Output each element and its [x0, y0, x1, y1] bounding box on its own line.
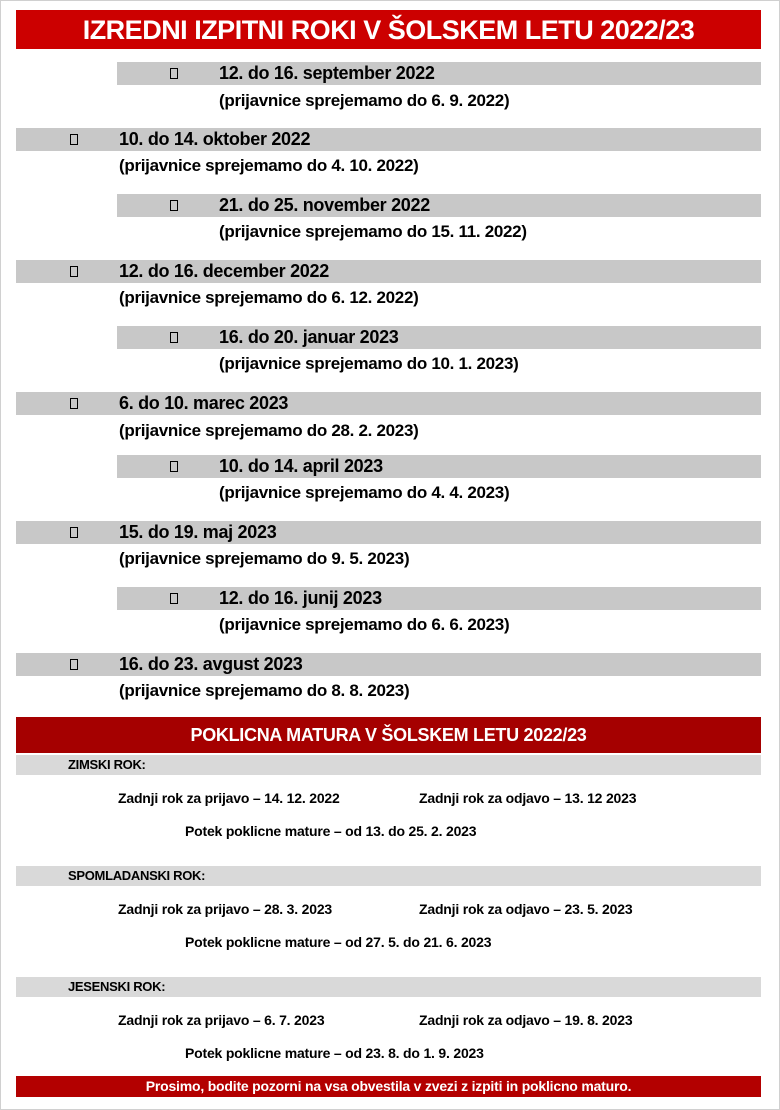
- matura-register-deadline: Zadnji rok za prijavo – 14. 12. 2022: [118, 790, 340, 806]
- exam-period-deadline: (prijavnice sprejemamo do 4. 10. 2022): [119, 156, 419, 175]
- exam-period-deadline: (prijavnice sprejemamo do 9. 5. 2023): [119, 549, 410, 568]
- checkbox-icon: [170, 461, 178, 472]
- footer-notice: Prosimo, bodite pozorni na vsa obvestila v zvezi z izpiti in poklicno maturo.: [16, 1076, 761, 1097]
- exam-period-dates: 21. do 25. november 2022: [219, 195, 430, 215]
- exam-period-row: [117, 326, 761, 349]
- exam-period-deadline: (prijavnice sprejemamo do 6. 12. 2022): [119, 288, 419, 307]
- matura-session-name: JESENSKI ROK:: [68, 979, 166, 994]
- exam-period-deadline: (prijavnice sprejemamo do 15. 11. 2022): [219, 222, 527, 241]
- matura-exam-period: Potek poklicne mature – od 27. 5. do 21. 6. 2023: [185, 934, 492, 950]
- checkbox-icon: [170, 332, 178, 343]
- exam-period-dates: 12. do 16. september 2022: [219, 63, 435, 83]
- page-title: IZREDNI IZPITNI ROKI V ŠOLSKEM LETU 2022/23: [16, 10, 761, 49]
- matura-register-deadline: Zadnji rok za prijavo – 6. 7. 2023: [118, 1012, 325, 1028]
- exam-period-dates: 12. do 16. december 2022: [119, 261, 329, 281]
- exam-period-deadline: (prijavnice sprejemamo do 6. 6. 2023): [219, 615, 510, 634]
- exam-period-dates: 6. do 10. marec 2023: [119, 393, 289, 413]
- checkbox-icon: [170, 68, 178, 79]
- exam-period-row: [117, 194, 761, 217]
- matura-exam-period: Potek poklicne mature – od 23. 8. do 1. 9. 2023: [185, 1045, 484, 1061]
- checkbox-icon: [70, 659, 78, 670]
- exam-period-deadline: (prijavnice sprejemamo do 4. 4. 2023): [219, 483, 510, 502]
- checkbox-icon: [70, 527, 78, 538]
- exam-period-dates: 16. do 20. januar 2023: [219, 327, 399, 347]
- exam-period-row: [117, 455, 761, 478]
- matura-withdraw-deadline: Zadnji rok za odjavo – 13. 12 2023: [419, 790, 637, 806]
- matura-exam-period: Potek poklicne mature – od 13. do 25. 2. 2023: [185, 823, 477, 839]
- exam-period-deadline: (prijavnice sprejemamo do 10. 1. 2023): [219, 354, 519, 373]
- checkbox-icon: [70, 134, 78, 145]
- exam-period-row: [117, 62, 761, 85]
- matura-session-name: ZIMSKI ROK:: [68, 757, 146, 772]
- matura-session-name: SPOMLADANSKI ROK:: [68, 868, 206, 883]
- matura-session-label: [16, 977, 761, 997]
- matura-section-title: POKLICNA MATURA V ŠOLSKEM LETU 2022/23: [16, 717, 761, 753]
- exam-period-deadline: (prijavnice sprejemamo do 6. 9. 2022): [219, 91, 510, 110]
- matura-withdraw-deadline: Zadnji rok za odjavo – 23. 5. 2023: [419, 901, 633, 917]
- exam-period-deadline: (prijavnice sprejemamo do 8. 8. 2023): [119, 681, 410, 700]
- exam-period-dates: 15. do 19. maj 2023: [119, 522, 277, 542]
- matura-withdraw-deadline: Zadnji rok za odjavo – 19. 8. 2023: [419, 1012, 633, 1028]
- exam-period-dates: 10. do 14. april 2023: [219, 456, 383, 476]
- matura-session-label: [16, 866, 761, 886]
- exam-period-dates: 12. do 16. junij 2023: [219, 588, 382, 608]
- exam-period-dates: 10. do 14. oktober 2022: [119, 129, 311, 149]
- checkbox-icon: [170, 200, 178, 211]
- exam-period-deadline: (prijavnice sprejemamo do 28. 2. 2023): [119, 421, 419, 440]
- checkbox-icon: [70, 398, 78, 409]
- matura-session-label: [16, 755, 761, 775]
- checkbox-icon: [70, 266, 78, 277]
- exam-period-row: [117, 587, 761, 610]
- checkbox-icon: [170, 593, 178, 604]
- matura-register-deadline: Zadnji rok za prijavo – 28. 3. 2023: [118, 901, 332, 917]
- exam-period-dates: 16. do 23. avgust 2023: [119, 654, 303, 674]
